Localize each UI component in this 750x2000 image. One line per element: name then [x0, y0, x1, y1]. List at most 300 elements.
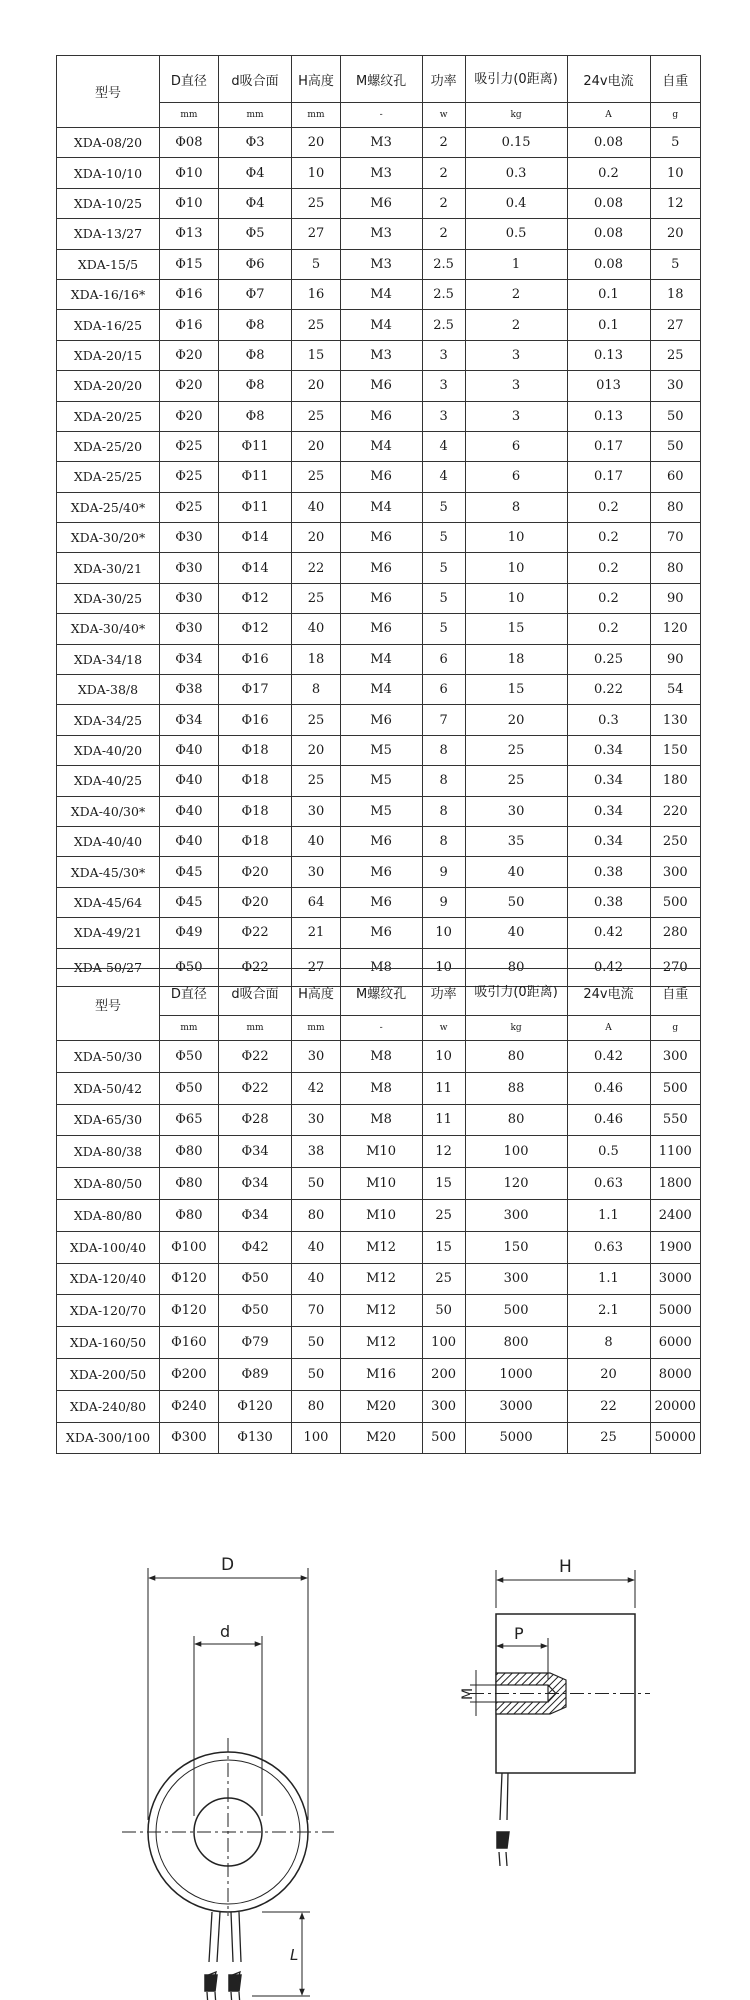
- value-cell: 5: [422, 492, 465, 522]
- value-cell: 0.2: [567, 523, 650, 553]
- model-cell: XDA-120/40: [57, 1263, 160, 1295]
- model-cell: XDA-15/5: [57, 249, 160, 279]
- value-cell: 8: [465, 492, 567, 522]
- table-row: [57, 219, 701, 249]
- value-cell: 20: [292, 371, 340, 401]
- table-row: [57, 431, 701, 461]
- value-cell: 0.34: [567, 826, 650, 856]
- value-cell: M6: [340, 462, 422, 492]
- model-cell: XDA-30/40*: [57, 614, 160, 644]
- value-cell: Φ50: [159, 1041, 218, 1073]
- value-cell: 3: [465, 340, 567, 370]
- value-cell: 22: [567, 1390, 650, 1422]
- table-row: [57, 523, 701, 553]
- model-cell: XDA-120/70: [57, 1295, 160, 1327]
- value-cell: 5000: [650, 1295, 701, 1327]
- value-cell: 11: [422, 1072, 465, 1104]
- value-cell: 50: [422, 1295, 465, 1327]
- value-cell: 0.1: [567, 279, 650, 309]
- value-cell: Φ130: [218, 1422, 292, 1454]
- value-cell: Φ25: [159, 462, 218, 492]
- value-cell: 27: [292, 948, 340, 986]
- value-cell: 0.08: [567, 249, 650, 279]
- value-cell: 25: [650, 340, 701, 370]
- unit-cell: mm: [218, 1016, 292, 1041]
- value-cell: 80: [650, 492, 701, 522]
- value-cell: 25: [465, 766, 567, 796]
- value-cell: M3: [340, 158, 422, 188]
- value-cell: 2: [422, 158, 465, 188]
- value-cell: 5: [292, 249, 340, 279]
- value-cell: 0.22: [567, 675, 650, 705]
- column-header: 吸引力(0距离): [465, 969, 567, 1016]
- value-cell: Φ120: [218, 1390, 292, 1422]
- value-cell: Φ80: [159, 1136, 218, 1168]
- value-cell: M4: [340, 492, 422, 522]
- value-cell: M10: [340, 1199, 422, 1231]
- model-cell: XDA-30/25: [57, 583, 160, 613]
- value-cell: 120: [650, 614, 701, 644]
- value-cell: 50: [650, 431, 701, 461]
- value-cell: 550: [650, 1104, 701, 1136]
- value-cell: M4: [340, 431, 422, 461]
- value-cell: Φ8: [218, 340, 292, 370]
- table-row: [57, 1231, 701, 1263]
- value-cell: 12: [650, 188, 701, 218]
- model-cell: XDA-50/30: [57, 1041, 160, 1073]
- value-cell: M6: [340, 188, 422, 218]
- value-cell: 70: [650, 523, 701, 553]
- value-cell: M4: [340, 310, 422, 340]
- value-cell: 2: [465, 279, 567, 309]
- value-cell: Φ50: [159, 948, 218, 986]
- value-cell: 40: [465, 918, 567, 948]
- table-row: [57, 158, 701, 188]
- model-cell: XDA-65/30: [57, 1104, 160, 1136]
- value-cell: 0.2: [567, 583, 650, 613]
- value-cell: 500: [650, 1072, 701, 1104]
- value-cell: 3000: [465, 1390, 567, 1422]
- value-cell: M6: [340, 371, 422, 401]
- value-cell: 50: [650, 401, 701, 431]
- value-cell: 9: [422, 857, 465, 887]
- value-cell: 2.1: [567, 1295, 650, 1327]
- value-cell: 25: [292, 583, 340, 613]
- model-cell: XDA-10/25: [57, 188, 160, 218]
- value-cell: 10: [292, 158, 340, 188]
- value-cell: 500: [650, 887, 701, 917]
- value-cell: 30: [650, 371, 701, 401]
- value-cell: 120: [465, 1168, 567, 1200]
- value-cell: 5: [422, 553, 465, 583]
- value-cell: 0.13: [567, 401, 650, 431]
- value-cell: 80: [650, 553, 701, 583]
- value-cell: Φ8: [218, 401, 292, 431]
- value-cell: M6: [340, 857, 422, 887]
- value-cell: 18: [465, 644, 567, 674]
- value-cell: 90: [650, 583, 701, 613]
- value-cell: 88: [465, 1072, 567, 1104]
- value-cell: 100: [422, 1327, 465, 1359]
- value-cell: 60: [650, 462, 701, 492]
- value-cell: 0.3: [567, 705, 650, 735]
- value-cell: 0.17: [567, 462, 650, 492]
- value-cell: 800: [465, 1327, 567, 1359]
- value-cell: 0.2: [567, 158, 650, 188]
- table-row: [57, 705, 701, 735]
- model-cell: XDA-200/50: [57, 1358, 160, 1390]
- column-header: 功率: [422, 969, 465, 1016]
- value-cell: Φ160: [159, 1327, 218, 1359]
- value-cell: 9: [422, 887, 465, 917]
- value-cell: 40: [292, 492, 340, 522]
- value-cell: Φ16: [159, 279, 218, 309]
- value-cell: 50: [292, 1327, 340, 1359]
- value-cell: 5: [422, 583, 465, 613]
- value-cell: Φ40: [159, 735, 218, 765]
- column-header: D直径: [159, 56, 218, 103]
- value-cell: 0.2: [567, 614, 650, 644]
- value-cell: 20: [292, 523, 340, 553]
- side-view: [470, 1570, 650, 1866]
- value-cell: 0.1: [567, 310, 650, 340]
- table-row: [57, 1136, 701, 1168]
- value-cell: Φ18: [218, 796, 292, 826]
- model-cell: XDA-20/15: [57, 340, 160, 370]
- value-cell: 80: [465, 1104, 567, 1136]
- value-cell: Φ20: [218, 857, 292, 887]
- value-cell: M20: [340, 1422, 422, 1454]
- spec-table-1: [56, 55, 701, 987]
- column-header: H高度: [292, 969, 340, 1016]
- value-cell: 40: [465, 857, 567, 887]
- value-cell: Φ240: [159, 1390, 218, 1422]
- value-cell: 0.15: [465, 128, 567, 158]
- value-cell: 38: [292, 1136, 340, 1168]
- value-cell: 20: [292, 128, 340, 158]
- value-cell: 2: [422, 128, 465, 158]
- value-cell: 2: [422, 188, 465, 218]
- value-cell: 20000: [650, 1390, 701, 1422]
- value-cell: 10: [422, 1041, 465, 1073]
- value-cell: 1100: [650, 1136, 701, 1168]
- unit-cell: g: [650, 1016, 701, 1041]
- label-P: P: [514, 1624, 524, 1643]
- value-cell: M6: [340, 614, 422, 644]
- value-cell: Φ40: [159, 796, 218, 826]
- value-cell: M10: [340, 1136, 422, 1168]
- value-cell: Φ11: [218, 492, 292, 522]
- label-M: M: [460, 1687, 476, 1700]
- value-cell: Φ100: [159, 1231, 218, 1263]
- value-cell: 6: [422, 675, 465, 705]
- value-cell: M12: [340, 1295, 422, 1327]
- value-cell: M8: [340, 948, 422, 986]
- value-cell: 11: [422, 1104, 465, 1136]
- column-header: M螺纹孔: [340, 56, 422, 103]
- column-header: 自重: [650, 969, 701, 1016]
- table-row: [57, 583, 701, 613]
- model-cell: XDA-25/20: [57, 431, 160, 461]
- model-cell: XDA-80/50: [57, 1168, 160, 1200]
- value-cell: Φ16: [159, 310, 218, 340]
- value-cell: 8: [292, 675, 340, 705]
- value-cell: Φ11: [218, 431, 292, 461]
- value-cell: 0.34: [567, 796, 650, 826]
- value-cell: 1.1: [567, 1199, 650, 1231]
- value-cell: Φ18: [218, 735, 292, 765]
- value-cell: 0.3: [465, 158, 567, 188]
- value-cell: 0.25: [567, 644, 650, 674]
- lead-wire-left: [209, 1912, 220, 1962]
- model-cell: XDA-13/27: [57, 219, 160, 249]
- side-lead-wire: [500, 1773, 508, 1820]
- value-cell: 0.5: [465, 219, 567, 249]
- value-cell: Φ4: [218, 158, 292, 188]
- table-row: [57, 1295, 701, 1327]
- value-cell: Φ80: [159, 1199, 218, 1231]
- value-cell: 3: [422, 340, 465, 370]
- value-cell: 3: [465, 371, 567, 401]
- value-cell: 0.2: [567, 492, 650, 522]
- value-cell: 40: [292, 826, 340, 856]
- value-cell: 25: [292, 188, 340, 218]
- value-cell: Φ20: [159, 401, 218, 431]
- value-cell: 180: [650, 766, 701, 796]
- model-cell: XDA-50/27: [57, 948, 160, 986]
- value-cell: Φ22: [218, 918, 292, 948]
- value-cell: 35: [465, 826, 567, 856]
- table-row: [57, 1358, 701, 1390]
- table-row: [57, 249, 701, 279]
- column-header: 功率: [422, 56, 465, 103]
- value-cell: 27: [292, 219, 340, 249]
- value-cell: 30: [292, 796, 340, 826]
- value-cell: 1: [465, 249, 567, 279]
- value-cell: 30: [292, 1104, 340, 1136]
- value-cell: Φ22: [218, 1041, 292, 1073]
- value-cell: 3: [465, 401, 567, 431]
- value-cell: 300: [465, 1263, 567, 1295]
- column-header: d吸合面: [218, 969, 292, 1016]
- value-cell: Φ18: [218, 766, 292, 796]
- value-cell: M3: [340, 219, 422, 249]
- value-cell: M6: [340, 918, 422, 948]
- value-cell: 0.34: [567, 735, 650, 765]
- value-cell: M6: [340, 553, 422, 583]
- value-cell: Φ8: [218, 310, 292, 340]
- table-row: [57, 918, 701, 948]
- model-cell: XDA-20/25: [57, 401, 160, 431]
- value-cell: 50: [292, 1168, 340, 1200]
- value-cell: 8: [422, 826, 465, 856]
- model-cell: XDA-300/100: [57, 1422, 160, 1454]
- value-cell: M6: [340, 401, 422, 431]
- lead-wire-right: [231, 1912, 241, 1962]
- value-cell: 80: [292, 1199, 340, 1231]
- table-row: [57, 1327, 701, 1359]
- value-cell: Φ65: [159, 1104, 218, 1136]
- value-cell: Φ6: [218, 249, 292, 279]
- value-cell: 0.46: [567, 1072, 650, 1104]
- unit-cell: mm: [159, 1016, 218, 1041]
- value-cell: 15: [292, 340, 340, 370]
- value-cell: 4: [422, 462, 465, 492]
- value-cell: 27: [650, 310, 701, 340]
- value-cell: Φ20: [159, 371, 218, 401]
- model-cell: XDA-20/20: [57, 371, 160, 401]
- value-cell: Φ50: [159, 1072, 218, 1104]
- value-cell: 300: [465, 1199, 567, 1231]
- value-cell: Φ14: [218, 523, 292, 553]
- value-cell: M12: [340, 1231, 422, 1263]
- model-cell: XDA-34/18: [57, 644, 160, 674]
- table-row: [57, 1422, 701, 1454]
- value-cell: 54: [650, 675, 701, 705]
- table-row: [57, 735, 701, 765]
- table-row: [57, 1104, 701, 1136]
- value-cell: Φ15: [159, 249, 218, 279]
- value-cell: Φ10: [159, 158, 218, 188]
- value-cell: 2: [422, 219, 465, 249]
- value-cell: M10: [340, 1168, 422, 1200]
- value-cell: 50: [292, 1358, 340, 1390]
- column-header: 型号: [57, 56, 160, 128]
- value-cell: Φ10: [159, 188, 218, 218]
- table-row: [57, 310, 701, 340]
- unit-cell: -: [340, 1016, 422, 1041]
- unit-cell: kg: [465, 1016, 567, 1041]
- value-cell: Φ30: [159, 583, 218, 613]
- dimension-diagrams: [0, 1520, 750, 2000]
- column-header: M螺纹孔: [340, 969, 422, 1016]
- value-cell: Φ49: [159, 918, 218, 948]
- value-cell: 50000: [650, 1422, 701, 1454]
- column-header: H高度: [292, 56, 340, 103]
- table-row: [57, 462, 701, 492]
- value-cell: M20: [340, 1390, 422, 1422]
- value-cell: 25: [422, 1199, 465, 1231]
- value-cell: M3: [340, 340, 422, 370]
- value-cell: Φ20: [159, 340, 218, 370]
- value-cell: Φ5: [218, 219, 292, 249]
- value-cell: Φ14: [218, 553, 292, 583]
- value-cell: 2.5: [422, 279, 465, 309]
- value-cell: M8: [340, 1041, 422, 1073]
- value-cell: 22: [292, 553, 340, 583]
- value-cell: 4: [422, 431, 465, 461]
- value-cell: Φ45: [159, 857, 218, 887]
- value-cell: Φ28: [218, 1104, 292, 1136]
- lead-tip-right: [229, 1975, 241, 1991]
- value-cell: 30: [292, 1041, 340, 1073]
- value-cell: M6: [340, 826, 422, 856]
- value-cell: 20: [650, 219, 701, 249]
- value-cell: 42: [292, 1072, 340, 1104]
- value-cell: 0.5: [567, 1136, 650, 1168]
- value-cell: Φ25: [159, 492, 218, 522]
- value-cell: Φ50: [218, 1263, 292, 1295]
- unit-cell: mm: [292, 1016, 340, 1041]
- value-cell: Φ25: [159, 431, 218, 461]
- unit-cell: mm: [292, 103, 340, 128]
- model-cell: XDA-100/40: [57, 1231, 160, 1263]
- value-cell: M5: [340, 766, 422, 796]
- value-cell: 10: [650, 158, 701, 188]
- value-cell: M4: [340, 644, 422, 674]
- value-cell: 10: [465, 583, 567, 613]
- value-cell: Φ4: [218, 188, 292, 218]
- table-row: [57, 675, 701, 705]
- value-cell: M4: [340, 675, 422, 705]
- model-cell: XDA-08/20: [57, 128, 160, 158]
- value-cell: 0.08: [567, 128, 650, 158]
- table-row: [57, 279, 701, 309]
- value-cell: 150: [465, 1231, 567, 1263]
- model-cell: XDA-50/42: [57, 1072, 160, 1104]
- column-header: d吸合面: [218, 56, 292, 103]
- value-cell: Φ34: [159, 644, 218, 674]
- value-cell: Φ89: [218, 1358, 292, 1390]
- value-cell: 0.13: [567, 340, 650, 370]
- value-cell: 25: [292, 401, 340, 431]
- model-cell: XDA-45/64: [57, 887, 160, 917]
- value-cell: 1000: [465, 1358, 567, 1390]
- table-row: [57, 371, 701, 401]
- value-cell: 25: [465, 735, 567, 765]
- value-cell: 15: [465, 675, 567, 705]
- table-row: [57, 1041, 701, 1073]
- value-cell: Φ12: [218, 614, 292, 644]
- value-cell: M5: [340, 796, 422, 826]
- value-cell: 30: [465, 796, 567, 826]
- value-cell: Φ3: [218, 128, 292, 158]
- model-cell: XDA-25/25: [57, 462, 160, 492]
- table-row: [57, 1072, 701, 1104]
- value-cell: 50: [465, 887, 567, 917]
- value-cell: 18: [650, 279, 701, 309]
- lead-tip-left: [205, 1975, 217, 1991]
- value-cell: 300: [650, 1041, 701, 1073]
- value-cell: Φ38: [159, 675, 218, 705]
- value-cell: M12: [340, 1327, 422, 1359]
- value-cell: 0.08: [567, 219, 650, 249]
- value-cell: Φ40: [159, 826, 218, 856]
- value-cell: 6: [422, 644, 465, 674]
- value-cell: 2.5: [422, 249, 465, 279]
- table-row: [57, 188, 701, 218]
- value-cell: M5: [340, 735, 422, 765]
- table-row: [57, 492, 701, 522]
- unit-cell: A: [567, 1016, 650, 1041]
- value-cell: 25: [292, 462, 340, 492]
- model-cell: XDA-45/30*: [57, 857, 160, 887]
- value-cell: 1900: [650, 1231, 701, 1263]
- value-cell: 18: [292, 644, 340, 674]
- value-cell: Φ30: [159, 553, 218, 583]
- table-row: [57, 766, 701, 796]
- value-cell: 5: [422, 523, 465, 553]
- value-cell: Φ08: [159, 128, 218, 158]
- value-cell: 8000: [650, 1358, 701, 1390]
- value-cell: 15: [422, 1231, 465, 1263]
- value-cell: 10: [422, 918, 465, 948]
- table-row: [57, 340, 701, 370]
- value-cell: Φ13: [159, 219, 218, 249]
- column-header: 24v电流: [567, 969, 650, 1016]
- model-cell: XDA-80/38: [57, 1136, 160, 1168]
- value-cell: 12: [422, 1136, 465, 1168]
